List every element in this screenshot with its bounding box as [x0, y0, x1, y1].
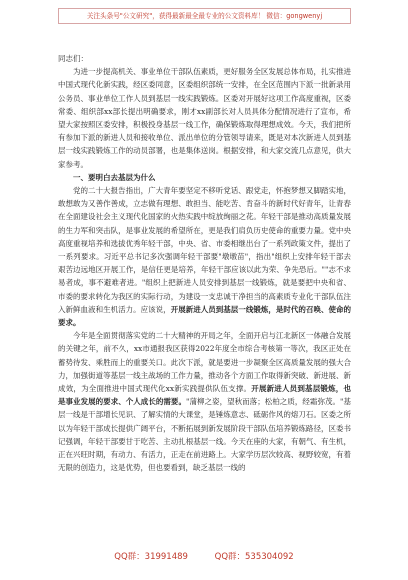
- footer-contact: [0, 550, 408, 562]
- intro-paragraph: 为进一步提高机关、事业单位干部队伍素质，更好服务全区发展总体布局，扎实推进中国式现代化新实践，经区委同意，区委组织部统一安排，在全区范围内下派一批新录用公务员、事业单位工作人员到基层一线实践锻炼。区委对开展好这项工作高度重视，区委常委、组织部xx部长提出明确要求，刚才xx副部长对人员具体分配情况进行了宣布，希望大家按照区委安排，积极投身基层一线工作，确保锻炼取得理想成效。今天，我们把所有参加下派的新进人员和接收单位、派出单位的分管领导请来，既是对本次新进人员到基层一线实践锻炼工作的动员部署，也是集体送岗。根据安排，和大家交流几点意见，供大家参考。: [58, 67, 351, 169]
- footer-qq-group-2: QQ群：535304092: [214, 552, 294, 562]
- paragraph-1-emphasis: 开展新进人员到基层一线锻炼，是时代的召唤、使命的要求。: [58, 304, 352, 328]
- greeting: 同志们：: [58, 54, 88, 63]
- promo-banner: 关注头条号"公文研究"，获得最新最全最专业的公文资料库！ 微信：gongwenyj: [58, 8, 351, 24]
- section-heading: 一、要明白去基层为什么: [73, 172, 156, 182]
- paragraph-2-text-continued: "蒲柳之姿，望秋而落；松柏之质，经霜弥茂。"基层一线是干部增长见识、了解实情的大课堂，是锤炼意志、砥砺作风的熔刀石。区委之所以为年轻干部成长提供广阔平台，不断拓展到新发展阶段干部队伍培养锻炼路径，区委书记强调，年轻干部要甘于吃苦、主动扎根基层一线。今天在座的大家，有朝气、有生机，正在兴旺时期，有动力、有活力，正走在前进路上。大家学历层次较高、视野较宽，有着无限的创造力，这是优势，但也要看到，缺乏基层一线的: [58, 397, 351, 473]
- paragraph-2: [58, 329, 351, 474]
- paragraph-2-emphasis: 开展新进人员到基层锻炼，也是事业发展的要求、个人成长的需要。: [58, 384, 351, 407]
- footer-qq-group-1: QQ群：31991489: [114, 552, 188, 562]
- paragraph-2-text: 今年是全面贯彻落实党的二十大精神的开局之年，全面开启与江北新区一体融合发展的关键之年，前不久，xx市通报我区获得2022年度全市综合考核第一等次，我区正处在蓄势待发、乘胜而上的重要关口。此次下派，就是要进一步凝聚全区高质量发展的强大合力，加强街道等基层一线主战场的工作力量，推动各个方面工作取得新突破、新进展、新成效，为全面推进中国式现代化xx新实践提供队伍支撑。: [58, 331, 351, 394]
- paragraph-1: [58, 184, 351, 329]
- document-body: [58, 52, 351, 475]
- paragraph-1-text: 党的二十大报告指出，广大青年要坚定不移听党话、跟党走，怀抱梦想又脚踏实地，敢想敢为又善作善成，立志做有理想、敢担当、能吃苦、肯奋斗的新时代好青年，让青春在全面建设社会主义现代化国家的火热实践中绽放绚丽之花。年轻干部是推动高质量发展的生力军和突击队，是事业发展的希望所在，更是我们肩负历史使命的重要力量。党中央高度重视培养和选拔优秀年轻干部，中央、省、市委相继出台了一系列政策文件，提出了一系列要求。习近平总书记多次强调年轻干部要"墩墩苗"，指出"组织上安排年轻干部去艰苦边远地区开展工作，是信任更是培养，年轻干部应该以此为荣、争先恐后。""志不求易者成，事不避难者进。"组织上把新进人员安排到基层一线锻炼，就是要把中央和省、市委的要求转化为我区的实际行动，为建设一支忠诚干净担当的高素质专业化干部队伍注入新鲜血液和生机活力。应该说，: [58, 186, 351, 314]
